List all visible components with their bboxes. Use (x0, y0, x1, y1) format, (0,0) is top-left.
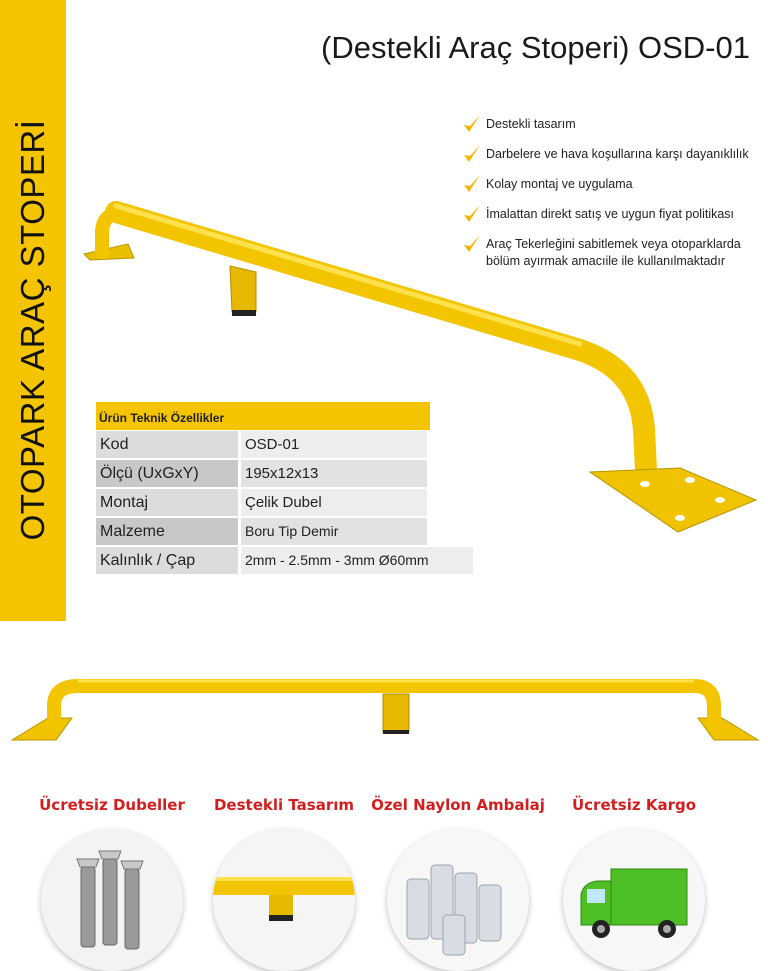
spec-row (96, 488, 476, 517)
nylon-rolls-icon (387, 829, 529, 971)
spec-row (96, 459, 476, 488)
checkmark-icon (462, 113, 482, 135)
feature-item (462, 116, 762, 133)
feature-text: Kolay montaj ve uygulama (486, 177, 633, 191)
feature-text: bölüm ayırmak amacıile ile kullanılmaktadır (486, 254, 725, 268)
spec-label: Malzeme (96, 518, 238, 545)
badge-circle (387, 829, 529, 971)
feature-text: Araç Tekerleğini sabitlemek veya otoparklarda (486, 237, 741, 251)
page-title: (Destekli Araç Stoperi) OSD-01 (321, 30, 750, 65)
badge-nylon-packaging (370, 796, 546, 971)
spec-label: Montaj (96, 489, 238, 516)
spec-value: OSD-01 (241, 431, 427, 458)
badge-supported-design (196, 796, 372, 971)
badge-label: Özel Naylon Ambalaj (371, 796, 545, 814)
delivery-truck-icon (563, 829, 705, 971)
checkmark-icon (462, 143, 482, 165)
spec-value: Çelik Dubel (241, 489, 427, 516)
badge-circle (563, 829, 705, 971)
feature-text: Darbelere ve hava koşullarına karşı dayanıklılık (486, 147, 749, 161)
spec-row (96, 430, 476, 459)
badge-free-shipping (546, 796, 722, 971)
spec-heading: Ürün Teknik Özellikler (96, 402, 430, 430)
side-title: OTOPARK ARAÇ STOPERİ (14, 119, 51, 541)
feature-item (462, 146, 762, 163)
badge-free-anchors (24, 796, 200, 971)
badge-label: Ücretsiz Kargo (571, 796, 697, 814)
spec-value: Boru Tip Demir (241, 518, 427, 545)
feature-text: Destekli tasarım (486, 117, 576, 131)
spec-label: Kod (96, 431, 238, 458)
spec-value: 2mm - 2.5mm - 3mm Ø60mm (241, 547, 473, 574)
badge-label: Ücretsiz Dubeller (39, 796, 185, 814)
badge-label: Destekli Tasarım (213, 796, 355, 814)
spec-row (96, 546, 476, 575)
spec-label: Kalınlık / Çap (96, 547, 238, 574)
feature-item (462, 176, 762, 193)
badge-circle (213, 829, 355, 971)
feature-text: İmalattan direkt satış ve uygun fiyat politikası (486, 207, 735, 221)
badge-row (0, 796, 768, 971)
spec-row (96, 517, 476, 546)
anchor-bolts-icon (41, 829, 183, 971)
badge-circle (41, 829, 183, 971)
product-image-side (8, 670, 760, 750)
side-band (0, 0, 66, 621)
spec-label: Ölçü (UxGxY) (96, 460, 238, 487)
support-leg-icon (213, 829, 355, 971)
checkmark-icon (462, 173, 482, 195)
spec-table (96, 402, 476, 575)
spec-value: 195x12x13 (241, 460, 427, 487)
